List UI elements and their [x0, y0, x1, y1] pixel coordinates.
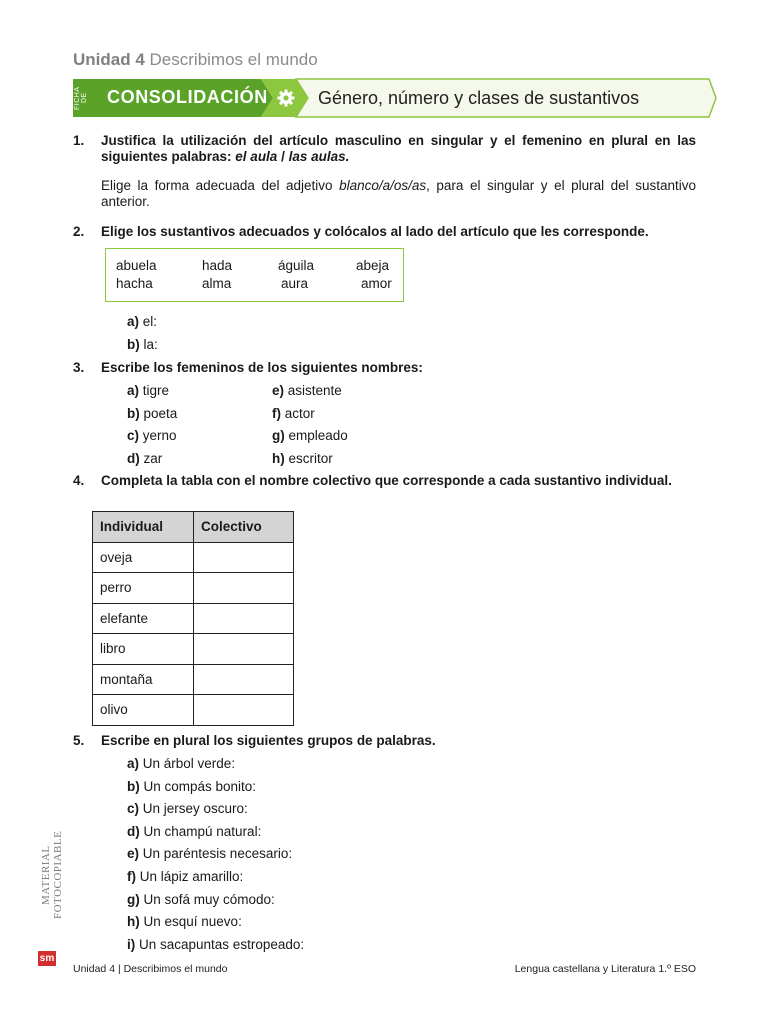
column-header: Colectivo: [194, 512, 294, 543]
answer-cell[interactable]: [194, 603, 294, 634]
footer-unit: Unidad 4 | Describimos el mundo: [73, 963, 228, 975]
table-cell: olivo: [93, 695, 194, 726]
table-cell: libro: [93, 634, 194, 665]
footer-subject: Lengua castellana y Literatura 1.º ESO: [514, 963, 696, 975]
list-item: e) asistente: [272, 383, 342, 398]
word-bank-word: aura: [281, 276, 309, 291]
answer-cell[interactable]: [194, 664, 294, 695]
exercise-instruction: Elige la forma adecuada del adjetivo blanco/a/os/as, para el singular y el plural del sustantivo anterior.: [101, 178, 696, 209]
list-item: i) Un sacapuntas estropeado:: [127, 937, 305, 952]
word-bank-word: hada: [202, 258, 233, 273]
exercise-number: 1.: [73, 133, 85, 148]
list-item: b) poeta: [127, 406, 178, 421]
list-item: h) Un esquí nuevo:: [127, 914, 242, 929]
exercise-question: Escribe en plural los siguientes grupos de palabras.: [101, 733, 436, 748]
table-row: [93, 664, 294, 695]
table-cell: montaña: [93, 664, 194, 695]
unit-label: Unidad 4: [73, 50, 145, 69]
list-item: b) Un compás bonito:: [127, 779, 257, 794]
word-bank-word: amor: [361, 276, 392, 291]
photocopiable-label: MATERIAL FOTOCOPIABLE: [40, 830, 64, 920]
exercise-number: 2.: [73, 224, 85, 239]
list-item: c) Un jersey oscuro:: [127, 801, 248, 816]
word-bank: [105, 248, 404, 302]
exercise-number: 5.: [73, 733, 85, 748]
sm-logo: sm: [39, 953, 55, 964]
list-item: f) actor: [272, 406, 315, 421]
list-item: g) Un sofá muy cómodo:: [127, 892, 275, 907]
list-item: a) Un árbol verde:: [127, 756, 236, 771]
exercise-question: Elige los sustantivos adecuados y colócalos al lado del artículo que les corresponde.: [101, 224, 649, 239]
table-cell: elefante: [93, 603, 194, 634]
page-title: Género, número y clases de sustantivos: [318, 88, 640, 108]
exercise-question: Escribe los femeninos de los siguientes nombres:: [101, 360, 423, 375]
table-cell: oveja: [93, 542, 194, 573]
word-bank-word: abeja: [356, 258, 390, 273]
exercise-number: 4.: [73, 473, 85, 488]
answer-cell[interactable]: [194, 634, 294, 665]
answer-cell[interactable]: [194, 695, 294, 726]
table-cell: perro: [93, 573, 194, 604]
unit-title: [73, 50, 318, 70]
word-bank-word: alma: [202, 276, 232, 291]
list-item: e) Un paréntesis necesario:: [127, 846, 293, 861]
exercise-number: 3.: [73, 360, 85, 375]
list-item: b) la:: [127, 337, 158, 352]
list-item: a) tigre: [127, 383, 170, 398]
exercise-question: Completa la tabla con el nombre colectivo que corresponde a cada sustantivo individual.: [101, 473, 672, 488]
list-item: d) Un champú natural:: [127, 824, 262, 839]
table-row: [93, 542, 294, 573]
list-item: f) Un lápiz amarillo:: [127, 869, 244, 884]
list-item: d) zar: [127, 451, 163, 466]
answer-cell[interactable]: [194, 573, 294, 604]
column-header: Individual: [93, 512, 194, 543]
table-row: [93, 573, 294, 604]
list-item: a) el:: [127, 314, 158, 329]
list-item: g) empleado: [272, 428, 348, 443]
exercise-question: Justifica la utilización del artículo masculino en singular y el femenino en plural en las siguientes palabras: el aula / las aulas.: [101, 133, 696, 164]
ficha-de-label: FICHA DE: [74, 86, 88, 110]
word-bank-word: águila: [278, 258, 315, 273]
answer-cell[interactable]: [194, 542, 294, 573]
table-row: [93, 634, 294, 665]
section-label: CONSOLIDACIÓN: [107, 87, 268, 107]
table-row: [93, 603, 294, 634]
gear-icon: [276, 88, 296, 108]
list-item: h) escritor: [272, 451, 333, 466]
list-item: c) yerno: [127, 428, 177, 443]
word-bank-word: abuela: [116, 258, 157, 273]
table-header-row: [93, 512, 294, 543]
table-row: [93, 695, 294, 726]
collective-table: [92, 511, 294, 726]
unit-name: Describimos el mundo: [149, 50, 318, 69]
word-bank-word: hacha: [116, 276, 153, 291]
